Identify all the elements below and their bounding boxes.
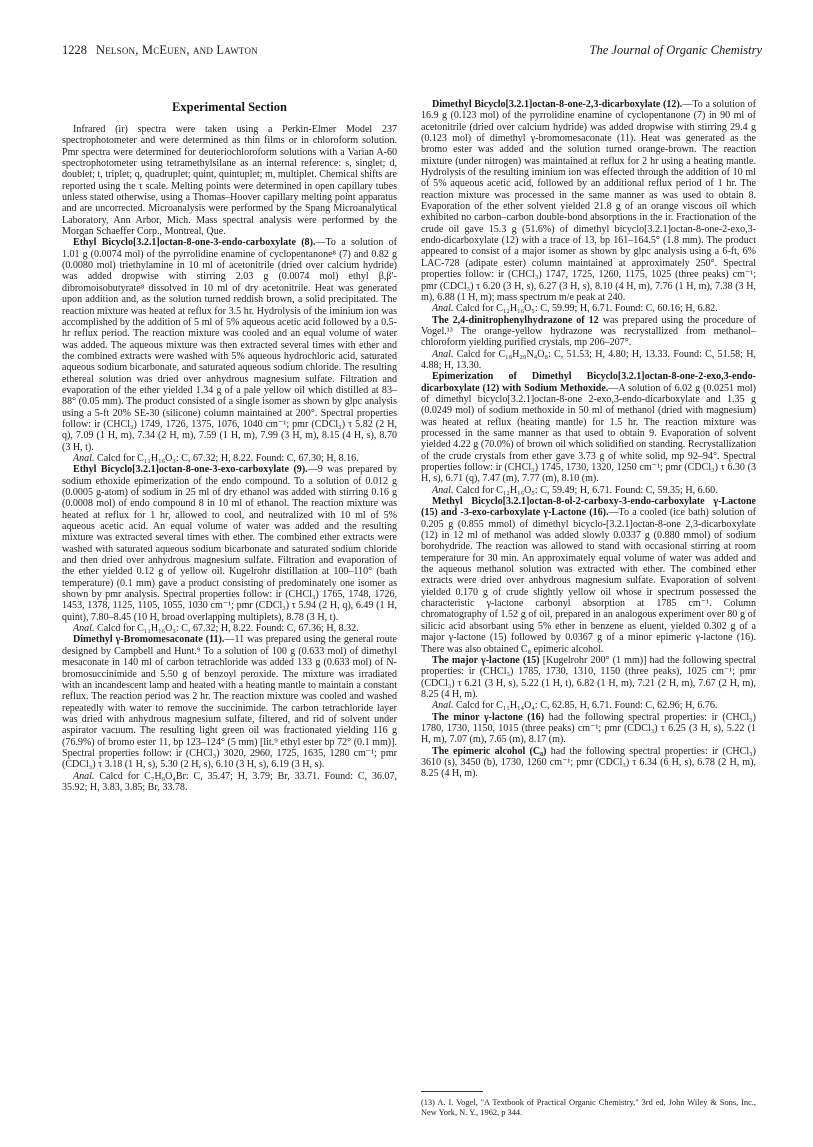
compound-8-title: Ethyl Bicyclo[3.2.1]octan-8-one-3-endo-carboxylate (8).	[73, 237, 316, 249]
major-lactone-title: The major γ-lactone (15)	[432, 654, 540, 666]
analysis-label: Anal.	[432, 484, 454, 496]
lactone-title: Methyl Bicyclo[3.2.1]octan-8-ol-2-carboxy-3-endo-carboxylate γ-Lactone (15) and -3-exo-carboxylate γ-Lactone (16).	[421, 496, 756, 519]
compound-12-analysis	[421, 303, 756, 314]
compound-9-text: —9 was prepared by sodium ethoxide epimerization of the endo compound. To a solution of 0.012 g (0.0005 g-atom) of sodium in 25 ml of dry ethanol was added with stirring 0.16 g (0.0008 mol) of endo compound 8 in 10 ml of ethanol. The reaction mixture was heated at reflux for 1 hr, allowed to cool, and neutralized with 10 ml of 5% aqueous acetic acid. An equal volume of water was added and the resulting mixture was extracted several times with ether. The combined ether extracts were washed with saturated aqueous sodium bicarbonate and saturated sodium chloride and then dried over anhydrous magnesium sulfate. Filtration and evaporation of the ether yielded 0.12 g of yellow oil. Kugelrohr distillation at 100–110° (bath temperature) (0.1 mm) gave a product consisting of predominately one isomer as shown by pmr analysis. Spectral properties follow: ir (CHCl₃) 1765, 1748, 1726, 1453, 1378, 1125, 1105, 1055, 1030 cm⁻¹; pmr (CDCl₃) τ 5.94 (2 H, q), 6.49 (1 H, quint), 7.80–8.45 (10 H, broad overlapping multiplets), 8.78 (3 H, t).	[62, 464, 398, 623]
epimerization-title: Epimerization of Dimethyl Bicyclo[3.2.1]octan-8-one-2-exo,3-endo-dicarboxylate (12) with Sodium Methoxide.	[421, 371, 756, 394]
analysis-text: Calcd for C₁₁H₁₆O₃: C, 67.32; H, 8.22. Found: C, 67.30; H, 8.16.	[94, 452, 359, 464]
major-lactone-paragraph	[421, 655, 756, 700]
compound-12-title: Dimethyl Bicyclo[3.2.1]octan-8-one-2,3-dicarboxylate (12).	[432, 99, 683, 110]
analysis-label: Anal.	[432, 303, 454, 315]
analysis-label: Anal.	[73, 452, 95, 464]
intro-paragraph	[62, 124, 397, 237]
analysis-label: Anal.	[432, 348, 454, 360]
compound-8-analysis	[62, 453, 397, 464]
compound-8-paragraph	[62, 237, 397, 453]
compound-12-text: —To a solution of 16.9 g (0.123 mol) of the pyrrolidine enamine of cyclopentanone (7) in 90 ml of acetonitrile (dried over calcium hydride) was added dropwise with stirring 29.4 g (0.123 mol) of dimethyl γ-bromomesaconate (11). Heat was generated as the bromo ester was added and the solution turned orange-brown. The reaction mixture (under nitrogen) was maintained at reflux for 2 hr using a heating mantle. Hydrolysis of the resulting iminium ion was effected through the addition of 10 ml of 5% aqueous acetic acid, followed by an additional reflux period of 1 hr. The reaction mixture was processed in the same manner as was used to obtain 8. Evaporation of the ether solvent yielded 21.8 g of an orange viscous oil which exhibited no carbon–carbon double-bond absorptions in the ir. Fractionation of the crude oil gave 15.3 g (51.6%) of dimethyl bicyclo[3.2.1]octan-8-one-2-exo,3-endo-dicarboxylate (12) with a trace of 13, bp 161–164.5° (1.8 mm). The product appeared to consist of a major isomer as shown by glpc analysis using a 6-ft, 6% LAC-728 (adipate ester) column maintained at approximately 250°. Spectral properties follow: ir (CHCl₃) 1747, 1725, 1260, 1175, 1025 (three peaks) cm⁻¹; pmr (CDCl₃) τ 6.20 (3 H, s), 6.27 (3 H, s), 8.10 (4 H, m), 7.76 (1 H, m), 7.38 (3 H, m), 6.88 (1 H, m); mass spectrum m/e peak at 240.	[421, 99, 756, 303]
compound-11-paragraph	[62, 634, 397, 770]
page-number: 1228	[62, 43, 87, 57]
epimeric-alcohol-text: had the following spectral properties: ir (CHCl₃) 3610 (s), 3450 (b), 1730, 1260 cm⁻¹; pmr (CDCl₃) τ 6.34 (6 H, s), 6.78 (2 H, m), 8.25 (4 H, m).	[421, 745, 756, 780]
left-column	[62, 100, 397, 793]
compound-9-analysis	[62, 623, 397, 634]
section-title: Experimental Section	[172, 100, 287, 114]
analysis-text: Calcd for C₇H₉O₄Br: C, 35.47; H, 3.79; Br, 33.71. Found: C, 36.07, 35.92; H, 3.83, 3.85; Br, 33.78.	[62, 770, 397, 793]
compound-12-paragraph	[421, 99, 756, 303]
analysis-text: Calcd for C₁₈H₂₀N₄O₈: C, 51.53; H, 4.80; H, 13.33. Found: C, 51.58; H, 4.88; H, 13.30.	[421, 348, 756, 371]
analysis-label: Anal.	[432, 700, 454, 712]
analysis-text: Calcd for C₁₂H₁₆O₅: C, 59.99; H, 6.71. Found: C, 60.16; H, 6.82.	[453, 303, 718, 315]
footnote-13	[421, 1098, 756, 1118]
epimerization-paragraph	[421, 371, 756, 484]
intro-text: Infrared (ir) spectra were taken using a Perkin-Elmer Model 237 spectrophotometer and were determined as thin films or in chloroform solution. Pmr spectra were determined for deuteriochloroform solutions with a Varian A-60 spectrophotometer using tetramethylsilane as an internal reference: s, singlet; d, doublet; t, triplet; q, quadruplet; quint, quintuplet; m, multiplet. Chemical shifts are reported using the τ scale. Melting points were determined in open capillary tubes unless stated otherwise, using a Thomas–Hoover capillary melting point apparatus and are uncorrected. Microanalysis were performed by the Spang Microanalytical Laboratory, Ann Arbor, Mich. Mass spectral analysis were performed by the Morgan Schaeffer Corp., Montreal, Que.	[62, 124, 397, 238]
major-lactone-analysis	[421, 700, 756, 711]
minor-lactone-text: had the following spectral properties: ir (CHCl₃) 1780, 1730, 1150, 1015 (three peaks) cm⁻¹; pmr (CDCl₃) τ 6.25 (3 H, s), 5.22 (1 H, m), 7.07 (m), 7.65 (m), 8.17 (m).	[421, 711, 756, 746]
analysis-label: Anal.	[73, 770, 95, 782]
right-column	[421, 99, 756, 780]
minor-lactone-paragraph	[421, 712, 756, 746]
footnote-divider	[421, 1091, 483, 1092]
epimerization-analysis	[421, 485, 756, 496]
compound-11-title: Dimethyl γ-Bromomesaconate (11).	[73, 634, 225, 646]
footnote-marker: (13)	[421, 1098, 435, 1107]
running-header	[62, 42, 762, 58]
analysis-text: Calcd for C₁₂H₁₆O₅: C, 59.49; H, 6.71. Found: C, 59.35; H, 6.60.	[453, 484, 718, 496]
analysis-label: Anal.	[73, 623, 95, 635]
hydrazone-title: The 2,4-dinitrophenylhydrazone of 12	[432, 314, 599, 326]
journal-name: The Journal of Organic Chemistry	[589, 43, 762, 57]
lactone-text: —To a cooled (ice bath) solution of 0.205 g (0.855 mmol) of dimethyl bicyclo-[3.2.1]octan-8-one 2,3-dicarboxylate (12) in 12 ml of methanol was added slowly 0.0337 g (0.880 mmol) of sodium borohydride. The reaction was allowed to stand with occasional stirring at room temperature for 30 min. An approximately equal volume of water was added and the aqueous methanol solution was extracted with ether. The combined ether extracts were dried over anhydrous magnesium sulfate. Evaporation of solvent yielded 0.170 g of crude slightly yellow oil whose ir spectrum possessed the characteristic γ-lactone carbonyl absorption at 1785 cm⁻¹. Column chromatography of 1.52 g of oil, prepared in an analogous experiment over 80 g of silicic acid absorbant using 5% ether in benzene as eluent, yielded 0.302 g of a major γ-lactone (15) followed by 0.0367 g of a minor epimeric γ-lactone (16). There was also obtained C₈ epimeric alcohol.	[421, 507, 756, 655]
compound-11-text: —11 was prepared using the general route designed by Campbell and Hunt.⁹ To a solution of 100 g (0.633 mol) of dimethyl mesaconate in 140 ml of carbon tetrachloride was added 133 g (0.633 mol) of N-bromosuccinimide and 5.50 g of benzoyl peroxide. The mixture was irradiated with an incandescent lamp and heated with a heating mantle to maintain a constant reflux. The reaction period was 2 hr. The reaction mixture was cooled and washed repeatedly with water to remove the succinimide. The carbon tetrachloride layer was dried with anhydrous magnesium sulfate, filtered, and rid of solvent under aspirator vacuum. The resulting light green oil was fractionated yielding 116 g (76.9%) of bromo ester 11, bp 123–124° (5 mm) [lit.⁹ ethyl ester bp 72° (0.1 mm)]. Spectral properties follow: ir (CHCl₃) 3020, 2960, 1725, 1635, 1280 cm⁻¹; pmr (CDCl₃) τ 3.18 (1 H, s), 5.30 (2 H, s), 6.10 (3 H, s), 6.19 (3 H, s).	[62, 634, 397, 771]
running-authors: Nelson, McEuen, and Lawton	[96, 43, 258, 57]
lactone-paragraph	[421, 496, 756, 655]
epimeric-alcohol-title: The epimeric alcohol (C₈)	[432, 745, 547, 757]
minor-lactone-title: The minor γ-lactone (16)	[432, 711, 545, 723]
compound-9-paragraph	[62, 464, 397, 623]
epimerization-text: —A solution of 6.02 g (0.0251 mol) of dimethyl bicyclo[3.2.1]octan-8-one 2-exo,3-endo-dicarboxylate and 1.35 g (0.0249 mol) of sodium methoxide in 50 ml of methanol (dried with magnesium) was heated at reflux (heating mantle) for 1.5 hr. The reaction mixture was processed in the same manner as that used to obtain 9. Evaporation of solvent yielded 4.22 g (70.0%) of brown oil which solidified on standing. Recrystallization of the crude crystals from ether gave 3.73 g of white solid, mp 92–94°. Spectral properties follow: ir (CHCl₃) 1745, 1730, 1320, 1250 cm⁻¹; pmr (CDCl₃) τ 6.30 (3 H, s), 6.71 (q), 7.47 (m), 7.77 (m), 8.10 (m).	[421, 382, 756, 485]
compound-9-title: Ethyl Bicyclo[3.2.1]octan-8-one-3-exo-carboxylate (9).	[73, 464, 308, 476]
footnote-text: A. I. Vogel, "A Textbook of Practical Organic Chemistry," 3rd ed, John Wiley & Sons, Inc., New York, N. Y., 1962, p 344.	[421, 1098, 756, 1117]
hydrazone-analysis	[421, 349, 756, 372]
compound-11-analysis	[62, 771, 397, 794]
compound-8-text: —To a solution of 1.01 g (0.0074 mol) of the pyrrolidine enamine of cyclopentanone⁸ (7) and 0.82 g (0.0080 mol) triethylamine in 10 ml of acetonitrile (dried over calcium hydride) was added dropwise with stirring 2.03 g (0.0074 mol) ethyl β,β′-dibromoisobutyrate⁸ dissolved in 10 ml of dry acetonitrile. Heat was generated upon addition and, as the solution turned reddish brown, a solid precipitated. The reaction mixture was heated at reflux for 3.5 hr. Hydrolysis of the iminium ion was accomplished by the addition of 5 ml of 5% aqueous acetic acid followed by a 0.5-hr reflux period. The reaction mixture was cooled and an equal volume of water was added. The aqueous mixture was then extracted several times with ether and the combined extracts were washed with 5% aqueous hydrochloric acid, saturated aqueous sodium bicarbonate, and saturated aqueous sodium chloride. The resulting ethereal solution was dried over anhydrous magnesium sulfate. Filtration and evaporation of the ether yielded 1.34 g of a pale yellow oil which distilled at 83–88° (0.05 mm). The product consisted of a single isomer as shown by glpc analysis using a 5-ft 20% SE-30 (silicone) column maintained at 200°. Spectral properties follow: ir (CHCl₃) 1749, 1726, 1375, 1076, 1040 cm⁻¹; pmr (CDCl₃) τ 5.82 (2 H, q), 7.09 (1 H, m), 7.34 (2 H, m), 7.59 (1 H, m), 7.99 (3 H, m), 8.15 (4 H, s), 8.70 (3 H, t).	[62, 237, 397, 453]
hydrazone-paragraph	[421, 315, 756, 349]
analysis-text: Calcd for C₁₁H₁₆O₃: C, 67.32; H, 8.22. Found: C, 67.36; H, 8.32.	[94, 623, 359, 635]
analysis-text: Calcd for C₁₁H₁₄O₄: C, 62.85, H, 6.71. Found: C, 62.96; H, 6.76.	[453, 700, 718, 712]
hydrazone-text: was prepared using the procedure of Vogel.¹³ The orange-yellow hydrazone was recrystallized from methanol–chloroform yielding purified crystals, mp 206–207°.	[421, 314, 756, 349]
epimeric-alcohol-paragraph	[421, 746, 756, 780]
major-lactone-text: [Kugelrohr 200° (1 mm)] had the following spectral properties: ir (CHCl₃) 1785, 1730, 1310, 1150 (three peaks), 1025 cm⁻¹; pmr (CDCl₃) τ 6.21 (3 H, s), 5.22 (1 H, t), 6.82 (1 H, m), 7.21 (2 H, m), 7.67 (2 H, m), 8.25 (4 H, m).	[421, 654, 757, 700]
